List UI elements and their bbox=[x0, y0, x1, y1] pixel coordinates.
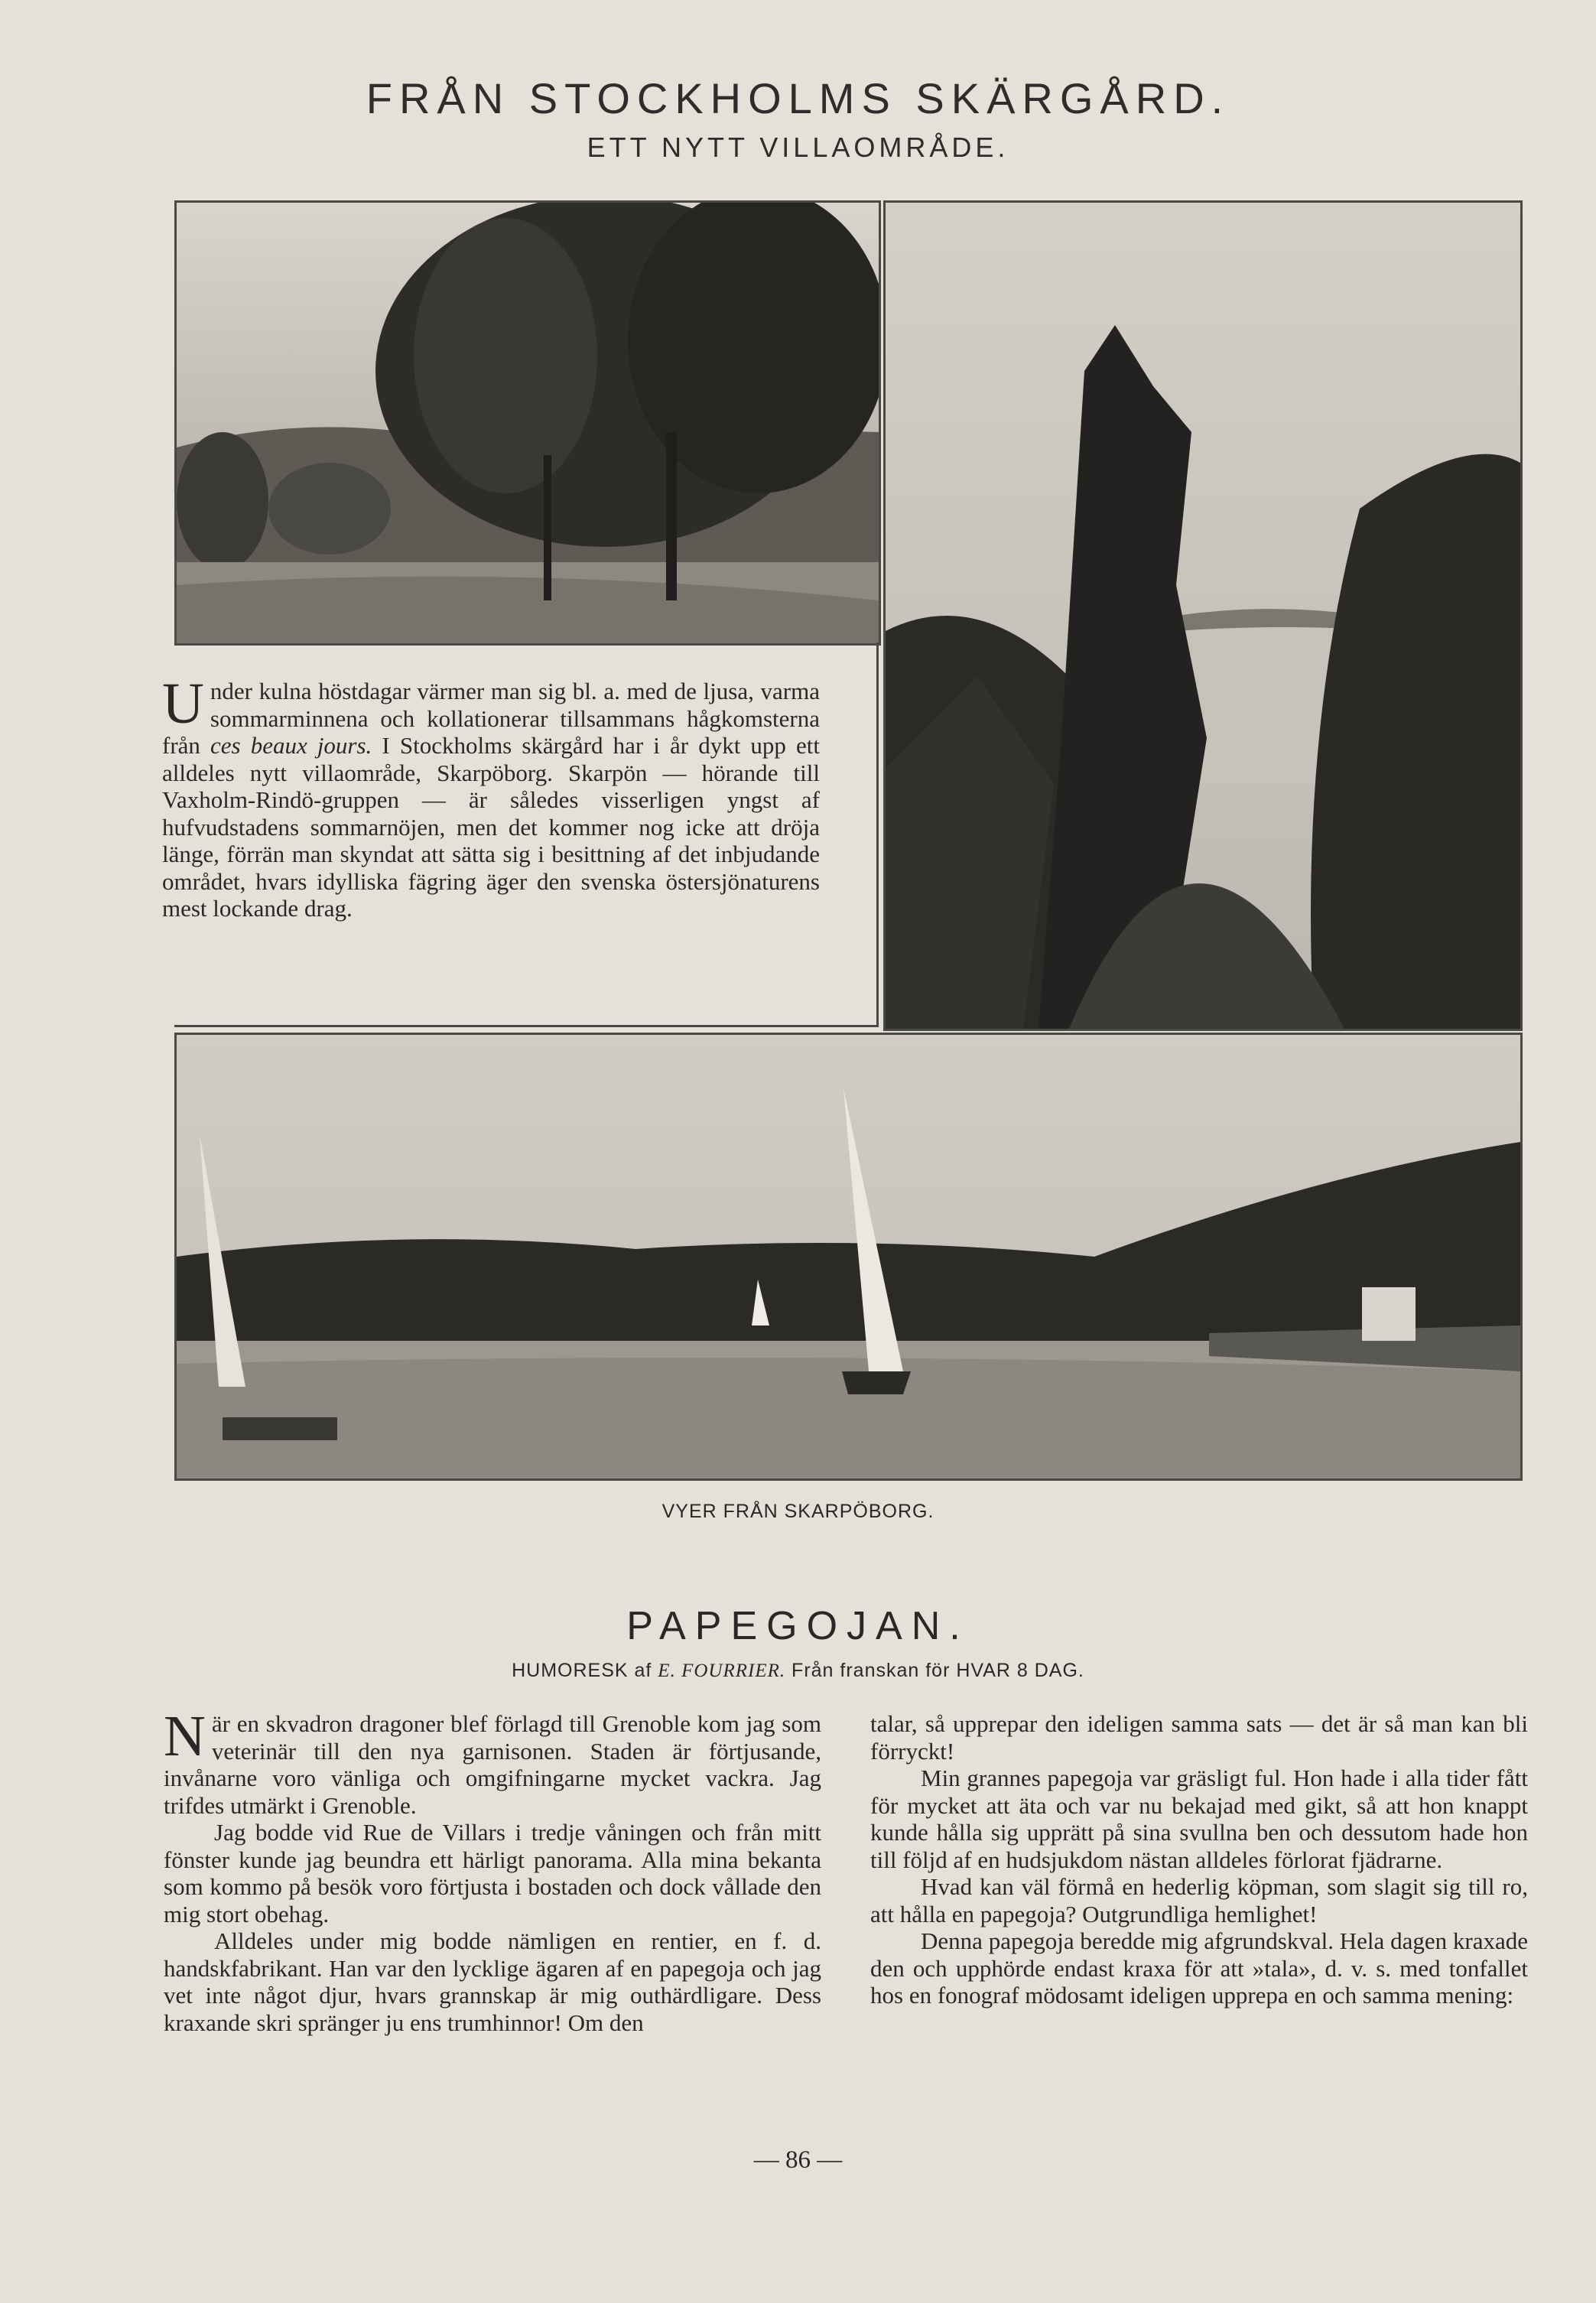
story-credit bbox=[0, 1660, 1596, 1682]
story-dropcap: N bbox=[164, 1704, 206, 1768]
story-paragraph: Hvad kan väl förmå en hederlig köpman, som slagit sig till ro, att hålla en papegoja? Outgrundliga hemlighet! bbox=[870, 1873, 1528, 1927]
story-column-left bbox=[164, 1704, 821, 2036]
photo-sailboats bbox=[174, 1033, 1523, 1481]
intro-text-part1: nder kulna höstdagar värmer man sig bl. a. med de ljusa, varma sommarminnena och kollationerar tillsammans hågkomsterna från bbox=[162, 678, 820, 759]
story-paragraph: Alldeles under mig bodde nämligen en rentier, en f. d. handskfabrikant. Han var den lycklige ägaren af en papegoja och jag vet inte något djur, hvars grannskap är mig outhärdligare. Dess kraxande skri spränger ju ens trumhinnor! Om den bbox=[164, 1927, 821, 2036]
story-title: PAPEGOJAN. bbox=[626, 1604, 970, 1648]
photo-caption: VYER FRÅN SKARPÖBORG. bbox=[661, 1501, 935, 1522]
story-paragraph-text: är en skvadron dragoner blef förlagd till Grenoble kom jag som veterinär till den nya garnisonen. Staden är förtjusande, invånarne voro vänliga och omgifningarne mycket vackra. Jag trifdes utmärkt i Grenoble. bbox=[164, 1710, 821, 1819]
story-credit-prefix: HUMORESK af bbox=[512, 1660, 658, 1681]
story-credit-suffix: Från franskan för HVAR 8 DAG. bbox=[785, 1660, 1084, 1681]
story-column-right bbox=[870, 1710, 1528, 2009]
intro-dropcap: U bbox=[162, 672, 204, 736]
intro-paragraph bbox=[162, 672, 820, 922]
photo-park-trees bbox=[174, 200, 881, 646]
story-paragraph: talar, så upprepar den ideligen samma sats — det är så man kan bli förryckt! bbox=[870, 1710, 1528, 1765]
intro-text-italic: ces beaux jours. bbox=[210, 732, 372, 759]
story-paragraph: Jag bodde vid Rue de Villars i tredje våningen och från mitt fönster kunde jag beundra ett härligt panorama. Alla mina bekanta som kommo på besök voro förtjusta i bostaden och dock vållade den mig stort obehag. bbox=[164, 1819, 821, 1927]
page-title: FRÅN STOCKHOLMS SKÄRGÅRD. bbox=[366, 74, 1230, 122]
page-number: — 86 — bbox=[753, 2146, 843, 2174]
story-paragraph: Denna papegoja beredde mig afgrundskval. Hela dagen kraxade den och upphörde endast kraxa för att »tala», d. v. s. med tonfallet hos en fonograf mödosamt ideligen upprepa en och samma mening: bbox=[870, 1927, 1528, 2009]
story-paragraph bbox=[164, 1704, 821, 1819]
photo-archipelago-view bbox=[883, 200, 1523, 1031]
story-paragraph: Min grannes papegoja var gräsligt ful. Hon hade i alla tider fått för mycket att äta och var nu bekajad med gikt, så att hon knappt kunde hålla sig upprätt på sina svullna ben och dessutom hade hon till följd af en hudsjukdom nästan alldeles förlorat fjädrarne. bbox=[870, 1765, 1528, 1873]
page-subtitle: ETT NYTT VILLAOMRÅDE. bbox=[587, 132, 1009, 163]
intro-text-part2: I Stockholms skärgård har i år dykt upp ett alldeles nytt villaområde, Skarpöborg. Skarpön — hörande till Vaxholm-Rindö-gruppen — är således visserligen yngst af hufvudstadens sommarnöjen, men det kommer nog icke att dröja länge, förrän man skyndat att sätta sig i besittning af det inbjudande området, hvars idylliska fägring äger den svenska östersjönaturens mest lockande drag. bbox=[162, 732, 820, 922]
story-author: E. FOURRIER. bbox=[658, 1661, 786, 1681]
